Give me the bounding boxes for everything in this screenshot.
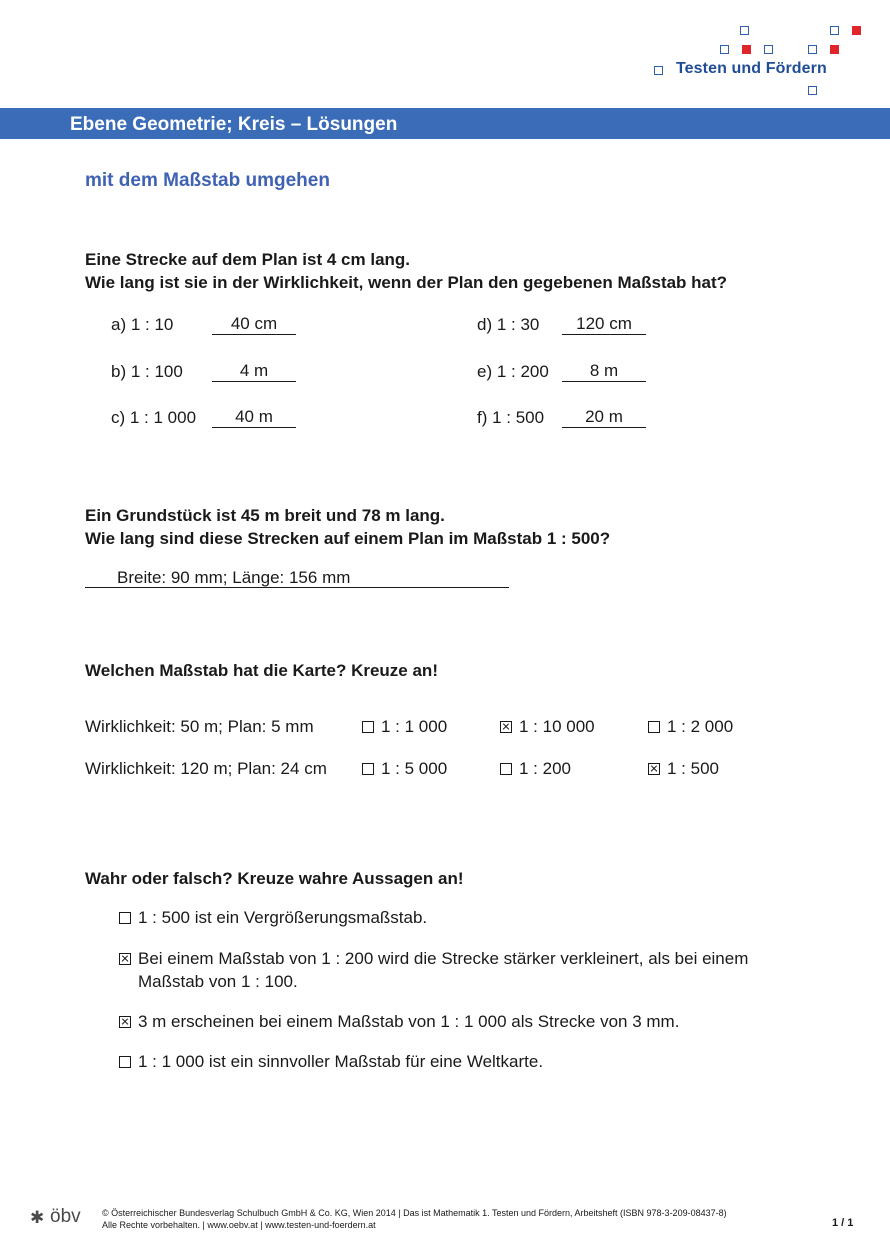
- logo-square: [764, 45, 773, 54]
- task2-question-line2: Wie lang sind diese Strecken auf einem Plan im Maßstab 1 : 500?: [85, 529, 611, 548]
- task1-item-answer: 120 cm: [562, 314, 646, 335]
- footer-copyright: © Österreichischer Bundesverlag Schulbuch GmbH & Co. KG, Wien 2014 | Das ist Mathematik 1. Testen und Fördern, Arbeitsheft (ISBN 978-3-209-08437-8): [102, 1208, 727, 1218]
- checkbox[interactable]: [362, 721, 374, 733]
- statement-text-continued: Maßstab von 1 : 100.: [138, 972, 298, 991]
- task1-item-answer: 40 m: [212, 407, 296, 428]
- option-label: 1 : 1 000: [381, 717, 448, 736]
- logo-square: [720, 45, 729, 54]
- task1-question-line1: Eine Strecke auf dem Plan ist 4 cm lang.: [85, 250, 411, 269]
- statement-text: 1 : 500 ist ein Vergrößerungsmaßstab.: [138, 908, 428, 927]
- task1-question-line2: Wie lang ist sie in der Wirklichkeit, wenn der Plan den gegebenen Maßstab hat?: [85, 273, 728, 292]
- option-label: 1 : 500: [667, 759, 719, 778]
- option-label: 1 : 2 000: [667, 717, 734, 736]
- publisher-logo: öbv: [50, 1206, 81, 1227]
- task2-answer: Breite: 90 mm; Länge: 156 mm: [85, 568, 509, 588]
- brand-name: Testen und Fördern: [676, 60, 827, 77]
- task1-item-label: f) 1 : 500: [477, 408, 545, 427]
- statement-text: 1 : 1 000 ist ein sinnvoller Maßstab für eine Weltkarte.: [138, 1052, 544, 1071]
- option-label: 1 : 5 000: [381, 759, 448, 778]
- page-title: Ebene Geometrie; Kreis – Lösungen: [70, 114, 398, 135]
- task1-item-label: b) 1 : 100: [111, 362, 183, 381]
- task1-item-label: d) 1 : 30: [477, 315, 540, 334]
- logo-square: [654, 66, 663, 75]
- option-label: 1 : 200: [519, 759, 571, 778]
- logo-square: [740, 26, 749, 35]
- section-subtitle: mit dem Maßstab umgehen: [85, 170, 330, 191]
- checkbox-checked[interactable]: [648, 763, 660, 775]
- page-number: 1 / 1: [832, 1217, 854, 1229]
- logo-square: [808, 86, 817, 95]
- publisher-logo-icon: ✱: [30, 1208, 45, 1227]
- checkbox-checked[interactable]: [500, 721, 512, 733]
- checkbox[interactable]: [119, 912, 131, 924]
- statement-text: Bei einem Maßstab von 1 : 200 wird die Strecke stärker verkleinert, als bei einem: [138, 949, 749, 968]
- task3-row-label: Wirklichkeit: 50 m; Plan: 5 mm: [85, 717, 314, 736]
- statement-text: 3 m erscheinen bei einem Maßstab von 1 : 1 000 als Strecke von 3 mm.: [138, 1012, 680, 1031]
- checkbox-checked[interactable]: [119, 1016, 131, 1028]
- task2-question-line1: Ein Grundstück ist 45 m breit und 78 m lang.: [85, 506, 445, 525]
- task1-item-answer: 20 m: [562, 407, 646, 428]
- task1-item-answer: 4 m: [212, 361, 296, 382]
- logo-square: [830, 26, 839, 35]
- task3-row-label: Wirklichkeit: 120 m; Plan: 24 cm: [85, 759, 327, 778]
- task1-item-answer: 40 cm: [212, 314, 296, 335]
- logo-square: [742, 45, 751, 54]
- option-label: 1 : 10 000: [519, 717, 595, 736]
- checkbox[interactable]: [500, 763, 512, 775]
- task1-item-label: c) 1 : 1 000: [111, 408, 197, 427]
- task4-question: Wahr oder falsch? Kreuze wahre Aussagen an!: [85, 869, 464, 888]
- task1-item-label: e) 1 : 200: [477, 362, 549, 381]
- logo-square: [808, 45, 817, 54]
- logo-square: [852, 26, 861, 35]
- task3-question: Welchen Maßstab hat die Karte? Kreuze an!: [85, 661, 438, 680]
- checkbox[interactable]: [119, 1056, 131, 1068]
- task1-item-answer: 8 m: [562, 361, 646, 382]
- checkbox[interactable]: [362, 763, 374, 775]
- checkbox[interactable]: [648, 721, 660, 733]
- logo-square: [830, 45, 839, 54]
- checkbox-checked[interactable]: [119, 953, 131, 965]
- footer-links: Alle Rechte vorbehalten. | www.oebv.at | www.testen-und-foerdern.at: [102, 1220, 376, 1230]
- task1-item-label: a) 1 : 10: [111, 315, 174, 334]
